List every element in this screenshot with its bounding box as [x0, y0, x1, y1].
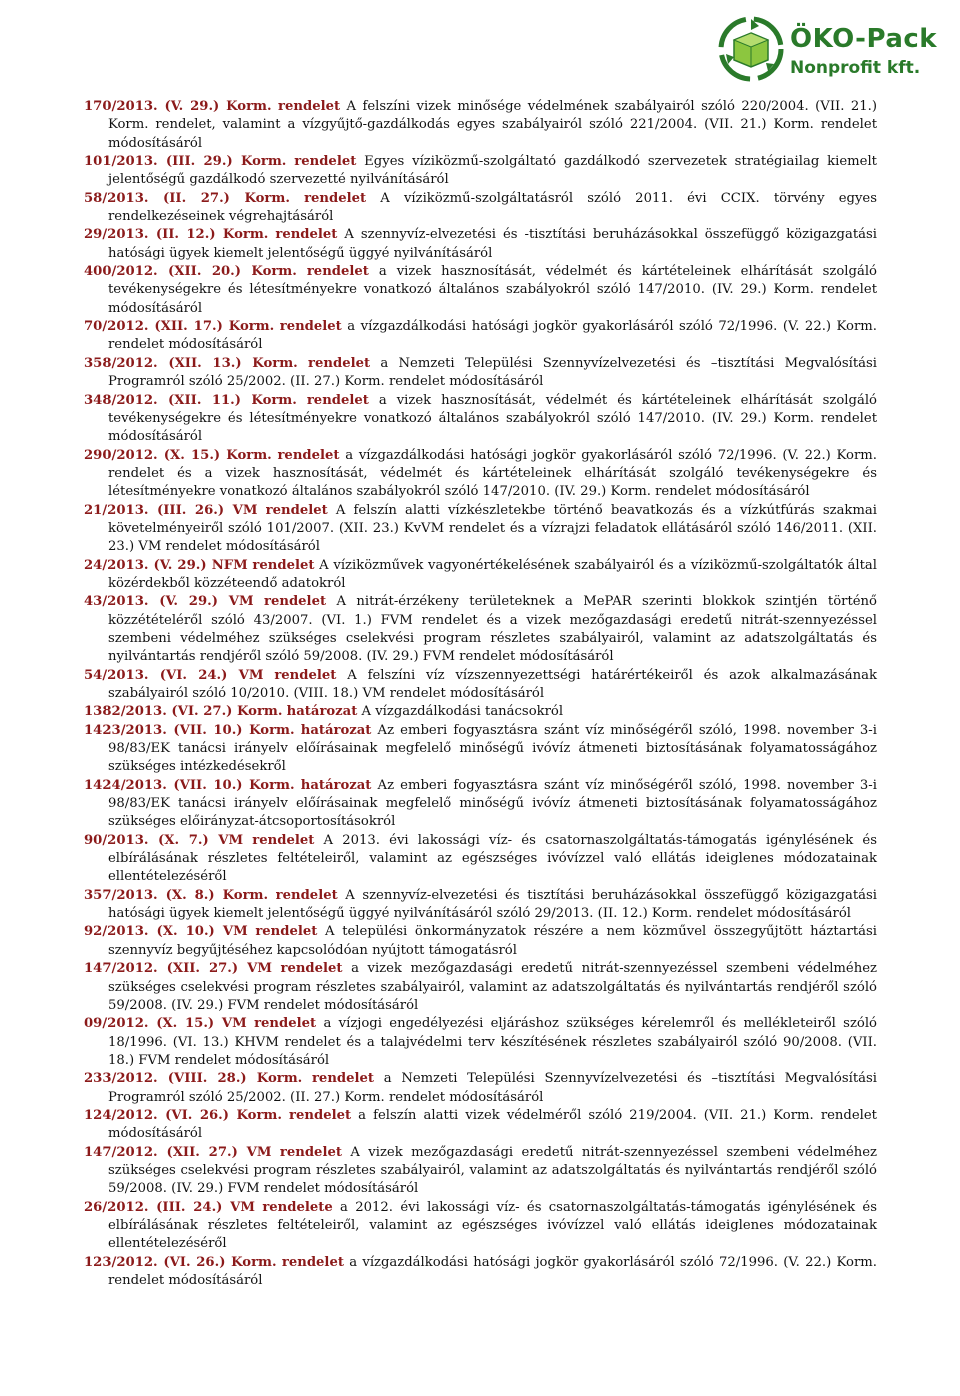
regulation-type: rendelet	[280, 961, 343, 977]
regulation-title: A vízgazdálkodási tanácsokról	[357, 704, 564, 720]
regulation-entry	[84, 1199, 877, 1254]
regulation-title: a vizek hasznosítását, védelmét és kártételeinek elhárítását szolgáló tevékenységekre és létesítményekre vonatkozó általános szabályokról szóló 147/2010. (IV. 29.) Korm. rendelet módosításáról	[108, 392, 877, 445]
regulation-type: rendelet	[277, 447, 340, 463]
regulation-title: A szennyvíz-elvezetési és -tisztítási beruházásokkal összefüggő közigazgatási hatósági ügyek kiemelt jelentőségű üggyé nyilvánításáról	[108, 227, 877, 261]
regulation-entry	[84, 887, 877, 924]
regulation-entry	[84, 263, 877, 318]
regulation-type: rendelet	[275, 227, 338, 243]
regulation-entry	[84, 722, 877, 777]
regulation-reference: 170/2013. (V. 29.) Korm.	[84, 99, 272, 114]
regulation-reference: 21/2013. (III. 26.) VM	[84, 502, 258, 518]
regulation-type: rendelet	[255, 924, 318, 940]
regulation-reference: 101/2013. (III. 29.) Korm.	[84, 154, 287, 170]
regulation-reference: 147/2012. (XII. 27.) VM	[84, 961, 272, 977]
oko-pack-logo	[718, 8, 950, 88]
regulation-type: határozat	[286, 704, 358, 720]
regulation-list	[84, 98, 877, 1290]
regulation-reference: 123/2012. (VI. 26.) Korm.	[84, 1254, 277, 1270]
regulation-reference: 54/2013. (VI. 24.) VM	[84, 667, 264, 683]
regulation-reference: 358/2012. (XII. 13.) Korm.	[84, 355, 298, 371]
regulation-entry	[84, 703, 877, 721]
regulation-entry	[84, 1144, 877, 1199]
regulation-type: határozat	[300, 777, 372, 793]
regulation-title: a Nemzeti Települési Szennyvízelvezetési és –tisztítási Megvalósítási Programról szóló 25/2002. (II. 27.) Korm. rendelet módosításáról	[108, 1071, 878, 1105]
regulation-entry	[84, 318, 877, 355]
regulation-entry	[84, 1107, 877, 1144]
regulation-reference: 1423/2013. (VII. 10.) Korm.	[84, 722, 295, 738]
regulation-title: A felszíni vizek minősége védelmének szabályairól szóló 220/2004. (VII. 21.) Korm. rendelet, valamint a vízgyűjtő-gazdálkodás egyes szabályairól szóló 221/2004. (VII. 21.) Korm. rendelet módosításáról	[108, 99, 878, 151]
regulation-type: rendelet	[308, 355, 371, 371]
regulation-type: rendelet	[306, 392, 369, 408]
regulation-entry	[84, 667, 877, 704]
recycle-box-icon	[718, 16, 784, 82]
regulation-type: rendelet	[281, 1254, 344, 1270]
regulation-entry	[84, 960, 877, 1015]
regulation-reference: 92/2013. (X. 10.) VM	[84, 924, 248, 940]
regulation-entry	[84, 1015, 877, 1070]
regulation-reference: 24/2013. (V. 29.) NFM	[84, 557, 248, 573]
regulation-type: rendelet	[279, 319, 342, 335]
regulation-reference: 70/2012. (XII. 17.) Korm.	[84, 319, 275, 335]
regulation-reference: 400/2012. (XII. 20.) Korm.	[84, 264, 297, 280]
regulation-type: rendelet	[311, 1071, 375, 1087]
regulation-type: rendelet	[279, 1144, 342, 1160]
regulation-title: A víziközművek vagyonértékelésének szabályairól és a víziközmű-szolgáltatók által közérdekből közzéteendő adatokról	[108, 557, 877, 591]
regulation-title: A települési önkormányzatok részére a nem közművel összegyűjtött háztartási szennyvíz begyűjtéséhez kapcsolódóan nyújtott támogatásról	[108, 924, 878, 958]
regulation-title: a vizek hasznosítását, védelmét és kártételeinek elhárítását szolgáló tevékenységekre és létesítményekre vonatkozó általános szabályokról szóló 147/2010. (IV. 29.) Korm. rendelet módosításáról	[108, 264, 877, 316]
regulation-type: rendelet	[275, 887, 338, 903]
regulation-reference: 290/2012. (X. 15.) Korm.	[84, 447, 272, 463]
regulation-type: rendelet	[289, 1107, 352, 1123]
regulation-entry	[84, 1070, 877, 1107]
regulation-reference: 1424/2013. (VII. 10.) Korm.	[84, 777, 295, 793]
regulation-reference: 26/2012. (III. 24.) VM	[84, 1199, 255, 1215]
regulation-type: rendelete	[262, 1199, 333, 1215]
regulation-reference: 43/2013. (V. 29.) VM	[84, 594, 254, 610]
regulation-reference: 233/2012. (VIII. 28.) Korm.	[84, 1071, 303, 1087]
regulation-type: rendelet	[294, 154, 357, 170]
regulation-title: a vízgazdálkodási hatósági jogkör gyakorlásáról szóló 72/1996. (V. 22.) Korm. rendelet módosításáról	[108, 319, 877, 353]
regulation-title: Az emberi fogyasztásra szánt víz minőségéről szóló, 1998. november 3-i 98/83/EK tanácsi irányelv előírásainak megfelelő minőségű ivóvíz átmeneti biztosításának folyamatosságához szükséges előirányzat-átcsoportosításokról	[108, 777, 877, 830]
regulation-title: a vizek mezőgazdasági eredetű nitrát-szennyezéssel szembeni védelméhez szükséges cselekvési program részletes szabályairól, valamint az adatszolgáltatás és nyilvántartás rendjéről szóló 59/2008. (IV. 29.) FVM rendelet módosításáról	[108, 961, 877, 1013]
regulation-title: Egyes víziközmű-szolgáltató gazdálkodó szervezetek stratégiailag kiemelt jelentőségű gazdálkodó szervezetté nyilvánításáról	[108, 154, 877, 188]
regulation-entry	[84, 593, 877, 666]
regulation-entry	[84, 153, 877, 190]
regulation-title: a 2012. évi lakossági víz- és csatornaszolgáltatás-támogatás igénylésének és elbírálásának részletes feltételeiről, valamint az egészséges ivóvízzel való ellátás ideiglenes módozatainak ellentételezéséről	[108, 1199, 877, 1252]
regulation-title: a felszín alatti vizek védelméről szóló 219/2004. (VII. 21.) Korm. rendelet módosításáról	[108, 1107, 877, 1142]
regulation-type: rendelet	[265, 502, 328, 518]
regulation-title: A víziközmű-szolgáltatásról szóló 2011. évi CCIX. törvény egyes rendelkezéseinek végrehajtásáról	[108, 190, 877, 225]
regulation-reference: 09/2012. (X. 15.) VM	[84, 1016, 247, 1032]
regulation-type: rendelet	[254, 1016, 317, 1032]
regulation-title: a vízjogi engedélyezési eljáráshoz szükséges kérelemről és mellékleteiről szóló 18/1996. (VI. 13.) KHVM rendelet és a talajvédelmi terv készítésének részletes szabályairól szóló 90/2008. (VII. 18.) FVM rendelet módosításáról	[108, 1016, 877, 1068]
regulation-title: A 2013. évi lakossági víz- és csatornaszolgáltatás-támogatás igénylésének és elbírálásának részletes feltételeiről, valamint az egészséges ivóvízzel való ellátás ideiglenes módozatainak ellentételezéséről	[108, 832, 877, 885]
regulation-reference: 348/2012. (XII. 11.) Korm.	[84, 392, 297, 408]
regulation-title: A felszín alatti vízkészletekbe történő beavatkozás és a vízkútfúrás szakmai követelményeiről szóló 101/2007. (XII. 23.) KvVM rendelet és a vízrajzi feladatok ellátásáról szóló 146/2011. (XII. 23.) VM rendelet módosításáról	[108, 502, 878, 555]
regulation-type: határozat	[300, 722, 372, 738]
regulation-entry	[84, 502, 877, 557]
regulation-entry	[84, 392, 877, 447]
regulation-reference: 357/2013. (X. 8.) Korm.	[84, 887, 269, 903]
regulation-title: a vízgazdálkodási hatósági jogkör gyakorlásáról szóló 72/1996. (V. 22.) Korm. rendelet módosításáról	[108, 1254, 877, 1288]
regulation-type: rendelet	[306, 264, 369, 280]
regulation-entry	[84, 226, 877, 263]
regulation-type: rendelet	[252, 557, 315, 573]
regulation-reference: 29/2013. (II. 12.) Korm.	[84, 227, 269, 243]
logo-name: ÖKO-Pack	[790, 24, 938, 54]
regulation-reference: 147/2012. (XII. 27.) VM	[84, 1144, 272, 1160]
regulation-entry	[84, 777, 877, 832]
regulation-reference: 124/2012. (VI. 26.) Korm.	[84, 1107, 282, 1123]
regulation-entry	[84, 832, 877, 887]
regulation-entry	[84, 190, 877, 227]
regulation-entry	[84, 447, 877, 502]
regulation-entry	[84, 1254, 877, 1291]
regulation-title: A nitrát-érzékeny területeknek a MePAR szerinti blokkok szintjén történő közzétételéről szóló 43/2007. (VI. 1.) FVM rendelet és a vizek mezőgazdasági eredetű nitrát-szennyezéssel szembeni védelméhez szükséges cselekvési program részletes szabályairól, valamint az adatszolgáltatás és nyilvántartás rendjéről szóló 59/2008. (IV. 29.) FVM rendelet módosításáról	[108, 594, 877, 665]
regulation-title: A felszíni víz vízszennyezettségi határértékeiről és azok alkalmazásának szabályairól szóló 10/2010. (VIII. 18.) VM rendelet módosításáról	[108, 667, 877, 701]
regulation-title: a Nemzeti Települési Szennyvízelvezetési és –tisztítási Megvalósítási Programról szóló 25/2002. (II. 27.) Korm. rendelet módosításáról	[108, 355, 877, 390]
regulation-entry	[84, 98, 877, 153]
regulation-reference: 58/2013. (II. 27.) Korm.	[84, 190, 290, 206]
regulation-type: rendelet	[304, 190, 367, 206]
regulation-title: A vizek mezőgazdasági eredetű nitrát-szennyezéssel szembeni védelméhez szükséges cselekvési program részletes szabályairól, valamint az adatszolgáltatás és nyilvántartás rendjéről szóló 59/2008. (IV. 29.) FVM rendelet módosításáról	[108, 1144, 877, 1197]
regulation-type: rendelet	[264, 594, 327, 610]
regulation-title: Az emberi fogyasztásra szánt víz minőségéről szóló, 1998. november 3-i 98/83/EK tanácsi irányelv előírásainak megfelelő minőségű ivóvíz átmeneti biztosításának folyamatosságához szükséges intézkedésekről	[108, 722, 877, 775]
regulation-type: rendelet	[252, 832, 315, 848]
regulation-title: A szennyvíz-elvezetési és tisztítási beruházásokkal összefüggő közigazgatási hatósági ügyek kiemelt jelentőségű üggyé nyilvánításáról szóló 29/2013. (II. 12.) Korm. rendelet módosításáról	[108, 887, 877, 922]
regulation-entry	[84, 557, 877, 594]
regulation-entry	[84, 355, 877, 392]
regulation-reference: 1382/2013. (VI. 27.) Korm.	[84, 704, 283, 720]
logo-subtitle: Nonprofit kft.	[790, 58, 921, 78]
regulation-reference: 90/2013. (X. 7.) VM	[84, 832, 244, 848]
regulation-title: a vízgazdálkodási hatósági jogkör gyakorlásáról szóló 72/1996. (V. 22.) Korm. rendelet és a vizek hasznosítását, védelmét és kártételeinek elhárítását szolgáló tevékenységekre és létesítményekre vonatkozó általános szabályokról szóló 147/2010. (IV. 29.) Korm. rendelet módosításáról	[108, 447, 877, 500]
regulation-entry	[84, 923, 877, 960]
regulation-type: rendelet	[278, 99, 341, 114]
regulation-type: rendelet	[274, 667, 337, 683]
